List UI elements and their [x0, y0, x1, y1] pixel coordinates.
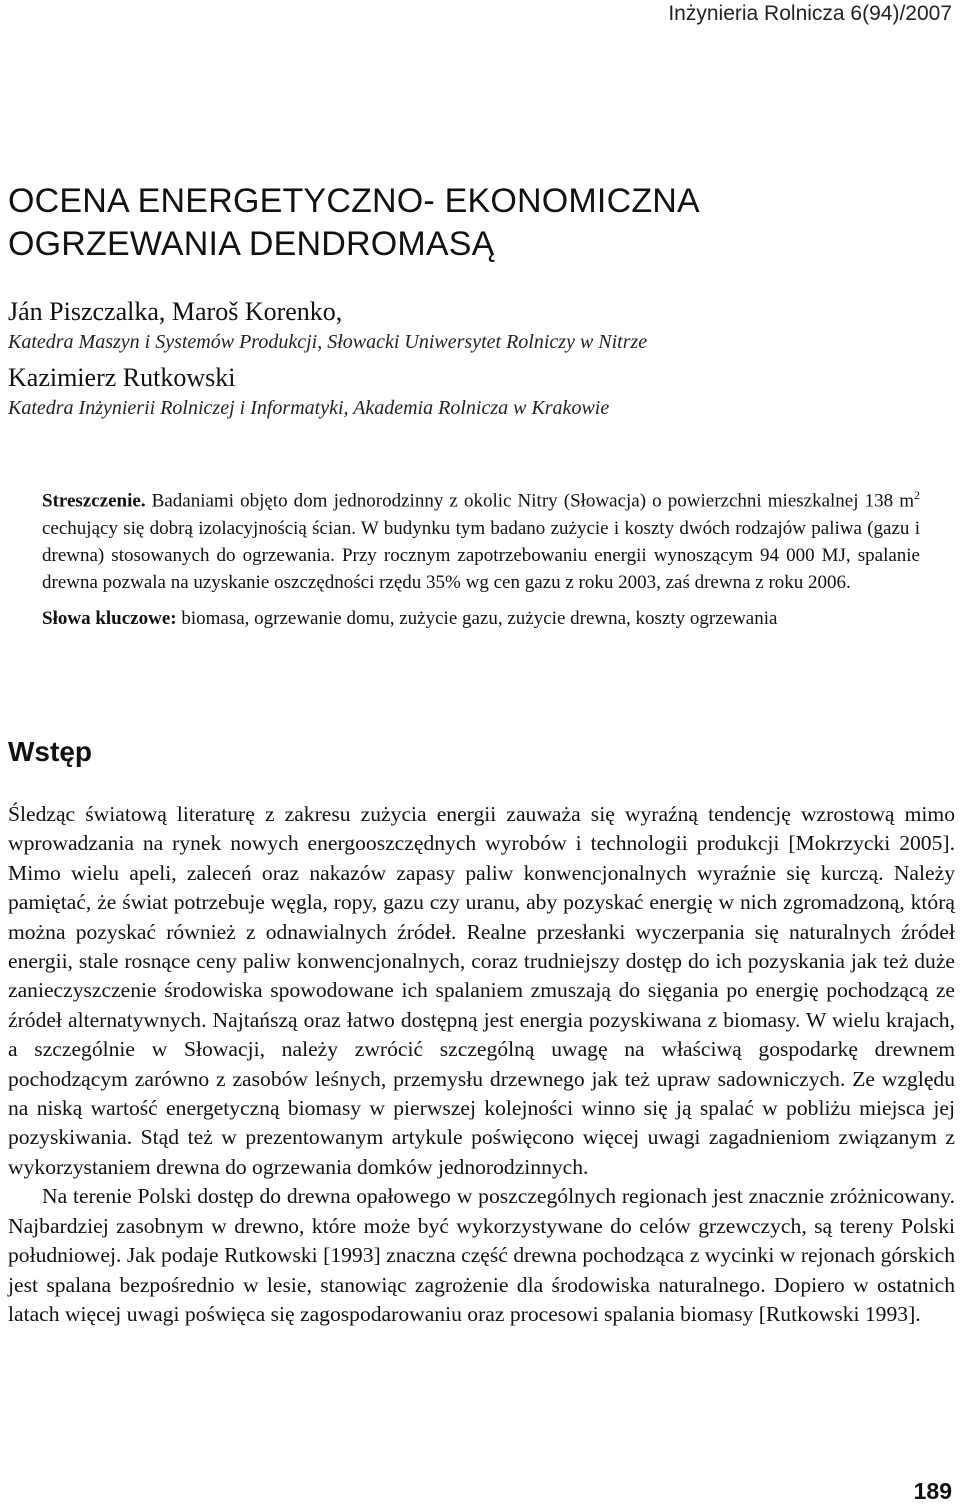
keywords-text: biomasa, ogrzewanie domu, zużycie gazu, zużycie drewna, koszty ogrzewania — [176, 608, 778, 630]
body-text — [8, 800, 955, 1329]
journal-header: Inżynieria Rolnicza 6(94)/2007 — [668, 2, 952, 25]
article-title — [8, 180, 700, 266]
author-names-2: Kazimierz Rutkowski — [8, 363, 236, 392]
page-number: 189 — [913, 1478, 952, 1504]
author-affiliation-1: Katedra Maszyn i Systemów Produkcji, Słowacki Uniwersytet Rolniczy w Nitrze — [8, 331, 648, 353]
abstract-block — [42, 482, 920, 632]
body-paragraph-1: Śledząc światową literaturę z zakresu zużycia energii zauważa się wyraźną tendencję wzrostową mimo wprowadzania na rynek nowych energooszczędnych wyrobów i technologii produkcji [Mokrzycki 2005]. Mimo wielu apeli, zaleceń oraz nakazów zapasy paliw konwencjonalnych wyraźnie się kurczą. Należy pamiętać, że świat potrzebuje węgla, ropy, gazu czy uranu, aby pozyskać energię w nich zgromadzoną, którą można pozyskać również z odnawialnych źródeł. Realne przesłanki wyczerpania się naturalnych źródeł energii, stale rosnące ceny paliw konwencjonalnych, coraz trudniejszy dostęp do ich pozyskania jak też duże zanieczyszczenie środowiska spowodowane ich spalaniem zmuszają do sięgania po energię pochodzącą ze źródeł alternatywnych. Najtańszą oraz łatwo dostępną jest energia pozyskiwana z biomasy. W wielu krajach, a szczególnie w Słowacji, należy zwrócić szczególną uwagę na właściwą gospodarkę drewnem pochodzącym zarówno z zasobów leśnych, przemysłu drzewnego jak też upraw sadowniczych. Ze względu na niską wartość energetyczną biomasy w pierwszej kolejności winno się ją spalać w pobliżu miejsca jej pozyskiwania. Stąd też w prezentowanym artykule poświęcono więcej uwagi zagadnieniom związanym z wykorzystaniem drewna do ogrzewania domków jednorodzinnych. — [8, 802, 955, 1179]
title-line-1: OCENA ENERGETYCZNO- EKONOMICZNA — [8, 182, 700, 220]
author-affiliation-2: Katedra Inżynierii Rolniczej i Informatyki, Akademia Rolnicza w Krakowie — [8, 397, 610, 419]
abstract-text-1: Badaniami objęto dom jednorodzinny z okolic Nitry (Słowacja) o powierzchni mieszkalnej 138 m — [145, 490, 914, 512]
keywords-label: Słowa kluczowe: — [42, 608, 177, 630]
abstract-text-2: cechujący się dobrą izolacyjnością ścian. W budynku tym badano zużycie i koszty dwóch rodzajów paliwa (gazu i drewna) stosowanych do ogrzewania. Przy rocznym zapotrzebowaniu energii wynoszącym 94 000 MJ, spalanie drewna pozwala na uzyskanie oszczędności rzędu 35% wg cen gazu z roku 2003, zaś drewna z roku 2006. — [42, 517, 920, 593]
abstract-paragraph — [42, 482, 920, 596]
authors-block — [8, 296, 948, 428]
author-names-1: Ján Piszczalka, Maroš Korenko, — [8, 297, 343, 326]
abstract-label: Streszczenie. — [42, 490, 146, 512]
title-line-2: OGRZEWANIA DENDROMASĄ — [8, 225, 495, 263]
section-heading: Wstęp — [8, 736, 92, 767]
body-paragraph-2: Na terenie Polski dostęp do drewna opałowego w poszczególnych regionach jest znacznie zróżnicowany. Najbardziej zasobnym w drewno, które może być wykorzystywane do celów grzewczych, są tereny Polski południowej. Jak podaje Rutkowski [1993] znaczna część drewna pochodząca z wycinki w rejonach górskich jest spalana bezpośrednio w lesie, stanowiąc zagrożenie dla środowiska naturalnego. Dopiero w ostatnich latach więcej uwagi poświęca się zagospodarowaniu oraz procesowi spalania biomasy [Rutkowski 1993]. — [8, 1184, 955, 1326]
abstract-superscript: 2 — [914, 488, 920, 502]
keywords-paragraph — [42, 605, 920, 632]
